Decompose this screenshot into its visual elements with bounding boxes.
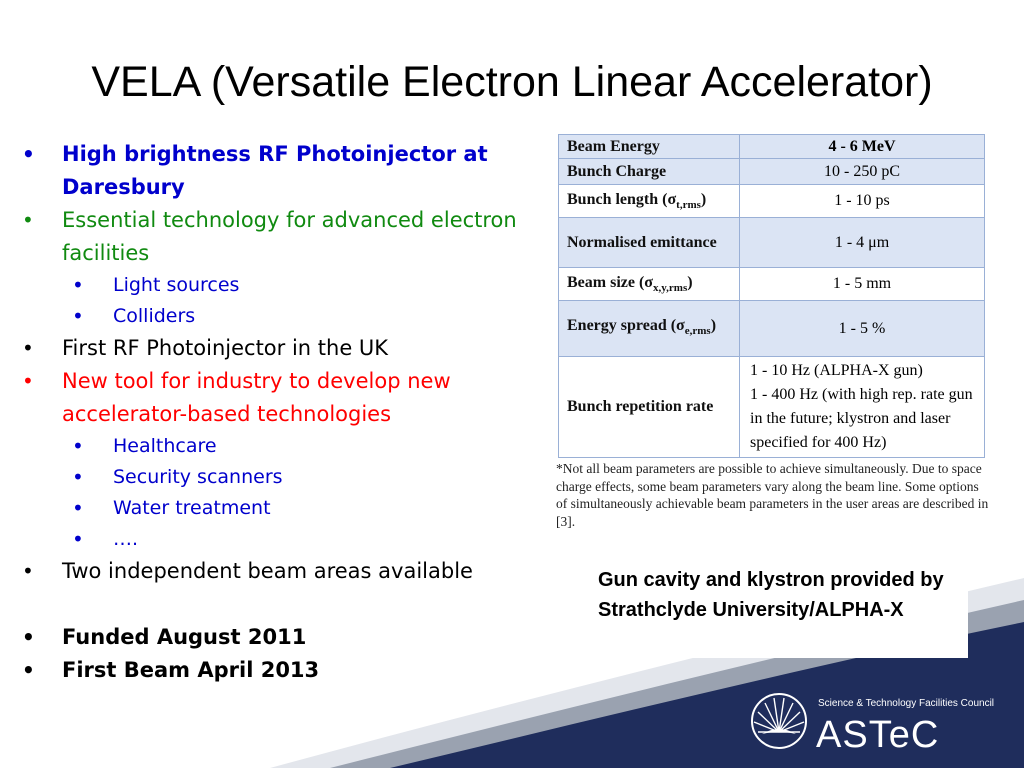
bullet-dot: • (72, 304, 84, 328)
param-value-line: 1 - 400 Hz (with high rep. rate gun in the future; klystron and laser specified for 400 Hz) (750, 386, 973, 451)
param-label-text: Beam size (σ (567, 273, 654, 291)
bullet-dot: • (22, 208, 34, 232)
image-caption: Gun cavity and klystron provided by Strathclyde University/ALPHA-X (578, 560, 968, 658)
bullet-text: Security scanners (113, 466, 283, 488)
list-item (22, 462, 532, 493)
param-label-close: ) (687, 273, 693, 291)
bullet-dot: • (22, 142, 35, 166)
bullet-dot: • (22, 559, 34, 583)
param-label-close: ) (700, 190, 707, 208)
bullet-dot: • (72, 465, 84, 489)
stfc-sunburst-icon (748, 690, 810, 752)
bullet-text: First RF Photoinjector in the UK (62, 336, 389, 360)
bullet-dot: • (72, 496, 84, 520)
param-value: 10 - 250 pC (740, 159, 985, 185)
list-item (22, 524, 532, 555)
bullet-text: Water treatment (113, 497, 271, 519)
param-label-text: Bunch length (σ (567, 190, 677, 208)
list-item (22, 332, 532, 365)
param-value: 1 - 5 mm (740, 268, 985, 301)
param-label-close: ) (710, 316, 717, 334)
table-footnote: *Not all beam parameters are possible to achieve simultaneously. Due to space charge effects, some beam parameters vary along the beam line. Some options of simultaneously achievable beam parameters in the user areas are described in [3]. (556, 461, 989, 529)
list-item (22, 621, 532, 654)
param-label-subscript: x,y,rms (653, 282, 688, 295)
bullet-text: First Beam April 2013 (62, 658, 320, 682)
list-item (22, 365, 532, 431)
bullet-text: Light sources (113, 274, 240, 296)
table-row (559, 218, 985, 268)
bullet-text: …. (113, 528, 139, 550)
beam-parameters-table (558, 134, 985, 458)
table-row (559, 185, 985, 218)
param-label (559, 301, 740, 357)
param-value: 1 - 5 % (740, 301, 985, 357)
param-label (559, 185, 740, 218)
param-label: Normalised emittance (559, 218, 740, 268)
table-row (559, 268, 985, 301)
logo-name: ASTeC (816, 714, 940, 756)
param-value-line: 1 - 10 Hz (ALPHA-X gun) (750, 362, 923, 379)
list-item (22, 301, 532, 332)
param-label: Bunch Charge (559, 159, 740, 185)
bullet-text: Funded August 2011 (62, 625, 307, 649)
bullet-text: New tool for industry to develop new accelerator-based technologies (62, 369, 451, 426)
bullet-text: High brightness RF Photoinjector at Daresbury (62, 142, 488, 199)
param-value: 4 - 6 MeV (740, 135, 985, 159)
param-label: Beam Energy (559, 135, 740, 159)
list-spacer (22, 588, 532, 621)
param-value: 1 - 10 ps (740, 185, 985, 218)
bullet-text: Essential technology for advanced electron facilities (62, 208, 517, 265)
param-label (559, 268, 740, 301)
bullet-dot: • (22, 336, 34, 360)
table-row (559, 357, 985, 458)
param-value: 1 - 4 μm (740, 218, 985, 268)
bullet-text: Healthcare (113, 435, 217, 457)
table-row (559, 159, 985, 185)
list-item (22, 555, 532, 588)
list-item (22, 654, 532, 687)
param-label-text: Energy spread (σ (567, 316, 685, 334)
bullet-dot: • (72, 527, 84, 551)
list-item (22, 138, 532, 204)
param-label-subscript: e,rms (684, 325, 711, 338)
bullet-list (22, 138, 532, 687)
bullet-text: Colliders (113, 305, 196, 327)
slide-title: VELA (Versatile Electron Linear Accelerator) (91, 58, 933, 106)
bullet-dot: • (72, 434, 84, 458)
bullet-dot: • (72, 273, 84, 297)
param-value (740, 357, 985, 458)
bullet-text: Two independent beam areas available (62, 559, 473, 583)
table-row (559, 135, 985, 159)
bullet-dot: • (22, 658, 35, 682)
astec-logo (746, 688, 1016, 758)
bullet-dot: • (22, 369, 34, 393)
param-label: Bunch repetition rate (559, 357, 740, 458)
param-label-subscript: t,rms (676, 199, 701, 212)
list-item (22, 270, 532, 301)
list-item (22, 204, 532, 270)
logo-subtitle: Science & Technology Facilities Council (818, 698, 995, 709)
bullet-dot: • (22, 625, 35, 649)
table-row (559, 301, 985, 357)
list-item (22, 493, 532, 524)
list-item (22, 431, 532, 462)
